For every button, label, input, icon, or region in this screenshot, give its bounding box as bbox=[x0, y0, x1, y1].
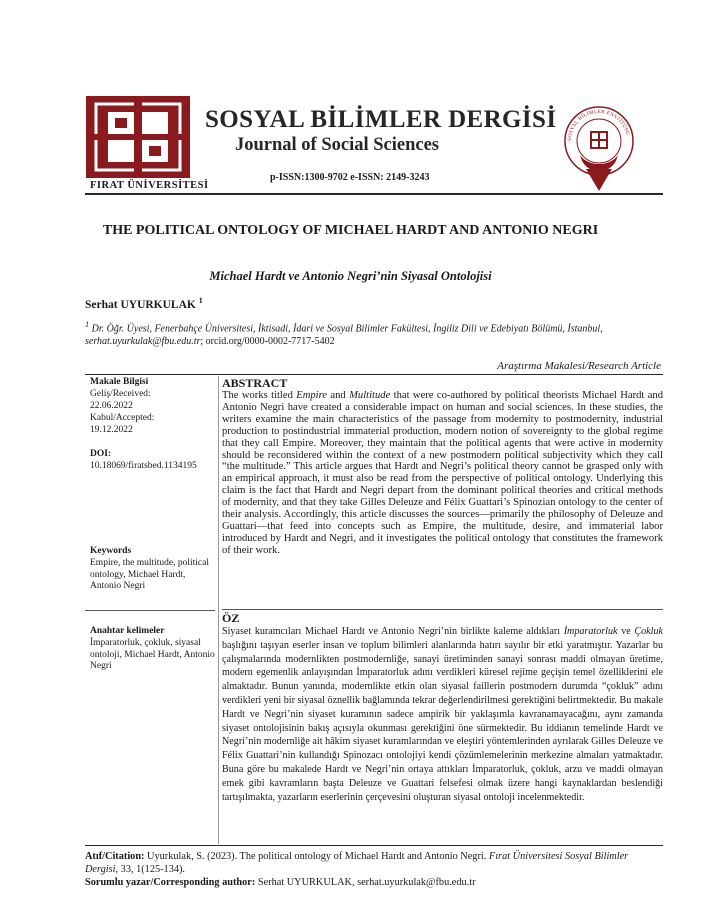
oz-italic-imparatorluk: İmparatorluk bbox=[563, 626, 618, 637]
seal-text: SOSYAL BİLİMLER ENSTİTÜSÜ bbox=[566, 108, 631, 142]
oz-body bbox=[222, 625, 663, 804]
footer-divider bbox=[85, 845, 663, 846]
issn-line: p-ISSN:1300-9702 e-ISSN: 2149-3243 bbox=[270, 172, 430, 183]
citation bbox=[85, 851, 663, 876]
article-title: THE POLITICAL ONTOLOGY OF MICHAEL HARDT AND ANTONIO NEGRI bbox=[102, 223, 599, 238]
corresponding-author-label: Sorumlu yazar/Corresponding author: bbox=[85, 877, 256, 888]
oz-text: ve bbox=[617, 626, 635, 637]
citation-volume: , 33, 1(125-134). bbox=[115, 863, 186, 875]
abstract-text: that were co-authored by political theorists Michael Hardt and Antonio Negri have created a considerable impact on human and social sciences. In these studies, the writers examine the main characteristics of the passage from modernity to postmodernity, industrial production to postindustrial immaterial production, modern notion of sovereignty to the global regime that they call Empire. Moreover, they maintain that the political agents that were active in modernity should be reconsidered within the context of a new postmodern political subjectivity which they call “the multitude.” This article argues that Hardt and Negri’s political theory cannot be grasped only with an empirical approach, it must also be read from the perspective of political ontology. Underlying this claim is the fact that Hardt and Negri depart from the dominant political theories and critical methods of modernity, and that they take Gilles Deleuze and Félix Guattari’s Spinozian ontology to the center of their analysis. Accordingly, this article discusses the sources—primarily the philosophy of Deleuze and Guattari—that feed into concepts such as Empire, the multitude, desire, and immaterial labor introduced by Hardt and Negri, and it investigates the political ontology that constitutes the framework of their work. bbox=[222, 390, 664, 556]
doi-label: DOI: bbox=[90, 449, 112, 459]
abstract-italic-multitude: Multitude bbox=[349, 390, 391, 401]
section-divider bbox=[85, 374, 663, 375]
affiliation-text: Dr. Öğr. Üyesi, Fenerbahçe Üniversitesi, İktisadi, İdari ve Sosyal Bilimler Fakültesi, İngiliz Dili ve Edebiyatı Bölümü, İstanbul, bbox=[89, 323, 603, 335]
article-type: Araştırma Makalesi/Research Article bbox=[497, 360, 661, 372]
abstract-italic-empire: Empire bbox=[296, 390, 328, 401]
left-column-divider bbox=[85, 610, 215, 611]
citation-label: Atıf/Citation: bbox=[85, 851, 145, 862]
doi-link[interactable]: 10.18069/firatsbed.1134195 bbox=[90, 461, 197, 471]
oz-text: başlığını taşıyan eserler insan ve toplum bilimleri alanlarında hatırı sayılır bir etki yaratmıştır. Yazarlar bu çalışmalarında modernlikten postmodernliğe, sanayi üretiminden sanayi sonrası maddi olmayan üretime, modern egemenlik anlayışından İmparatorluk adını verdikleri küresel rejime geçişin temel özelliklerini ele almaktadır. Bunun yanında, modernlikte etkin olan siyasal faillerin postmodern durumda “çokluk” adını verdikleri yeni bir siyasal öznellik bağlamında tekrar değerlendirilmesi gerektiğini belirtmektedir. Bu makale Hardt ve Negri’nin siyaset kuramının sadece ampirik bir yaklaşımla kavranamayacağını, aynı zamanda siyaset ontolojisinin bakış açısıyla okunması gerektiğini öne sürmektedir. Bu iddianın temelinde Hardt ve Negri’nin modernliğe ait hâkim siyaset kuramlarından ve eleştiri yöntemlerinden ayrılarak Gilles Deleuze ve Félix Guattari’nin kullandığı Spinozacı ontolojiyi kendi çözümlemelerinin merkezine almaları yatmaktadır. Buna göre bu makalede Hardt ve Negri’nin ortaya attıkları İmparatorluk, çokluk, arzu ve maddi olmayan emek gibi kavramların başta Deleuze ve Guattari felsefesi olmak üzere hangi kaynaklardan beslendiği tartışılmakta, yazarların eserlerinin çerçevesini oluşturan siyasal ontoloji incelenmektedir. bbox=[222, 639, 663, 803]
author-footnote-mark: 1 bbox=[198, 296, 203, 305]
author-affiliation bbox=[85, 318, 663, 348]
author-orcid-link[interactable]: ; orcid.org/0000-0002-7717-5402 bbox=[200, 336, 335, 348]
keywords-list: Empire, the multitude, political ontology, Michael Hardt, Antonio Negri bbox=[90, 558, 209, 591]
header-divider bbox=[85, 193, 663, 195]
affiliation-footnote-mark: 1 bbox=[85, 320, 90, 329]
accepted-label: Kabul/Accepted: bbox=[90, 413, 155, 423]
corresponding-author bbox=[85, 877, 663, 888]
received-label: Geliş/Received: bbox=[90, 389, 151, 399]
citation-journal: Fırat Üniversitesi Sosyal Bilimler Dergisi bbox=[85, 851, 629, 875]
journal-title: SOSYAL BİLİMLER DERGİSİ bbox=[205, 106, 557, 133]
keywords-heading: Keywords bbox=[90, 546, 132, 556]
journal-subtitle: Journal of Social Sciences bbox=[235, 135, 440, 155]
article-subtitle: Michael Hardt ve Antonio Negri’nin Siyasal Ontolojisi bbox=[209, 269, 492, 283]
oz-heading: ÖZ bbox=[222, 611, 240, 625]
author-email-link[interactable]: serhat.uyurkulak@fbu.edu.tr bbox=[85, 336, 201, 348]
author-name bbox=[85, 296, 203, 311]
article-info-heading: Makale Bilgisi bbox=[90, 377, 149, 387]
oz-italic-cokluk: Çokluk bbox=[634, 626, 663, 637]
anahtar-kelimeler-list: İmparatorluk, çokluk, siyasal ontoloji, Michael Hardt, Antonio Negri bbox=[90, 638, 215, 671]
university-name: FIRAT ÜNİVERSİTESİ bbox=[90, 180, 209, 191]
column-divider bbox=[218, 376, 219, 844]
accepted-date: 19.12.2022 bbox=[90, 425, 133, 435]
institute-seal-logo bbox=[560, 95, 638, 193]
corresponding-author-text: Serhat UYURKULAK, serhat.uyurkulak@fbu.edu.tr bbox=[255, 877, 476, 888]
received-date: 22.06.2022 bbox=[90, 401, 133, 411]
abstract-text: The works titled bbox=[222, 390, 297, 401]
citation-text: Uyurkulak, S. (2023). The political ontology of Michael Hardt and Antonio Negri. bbox=[144, 851, 489, 862]
abstract-heading: ABSTRACT bbox=[222, 376, 288, 390]
anahtar-kelimeler-heading: Anahtar kelimeler bbox=[90, 626, 165, 636]
oz-text: Siyaset kuramcıları Michael Hardt ve Antonio Negri’nin birlikte kaleme aldıkları bbox=[222, 626, 564, 637]
abstract-divider bbox=[222, 609, 663, 610]
abstract-text: and bbox=[327, 390, 350, 401]
abstract-body bbox=[222, 390, 663, 557]
author-name-text: Serhat UYURKULAK bbox=[85, 298, 196, 311]
firat-university-logo bbox=[86, 96, 190, 178]
